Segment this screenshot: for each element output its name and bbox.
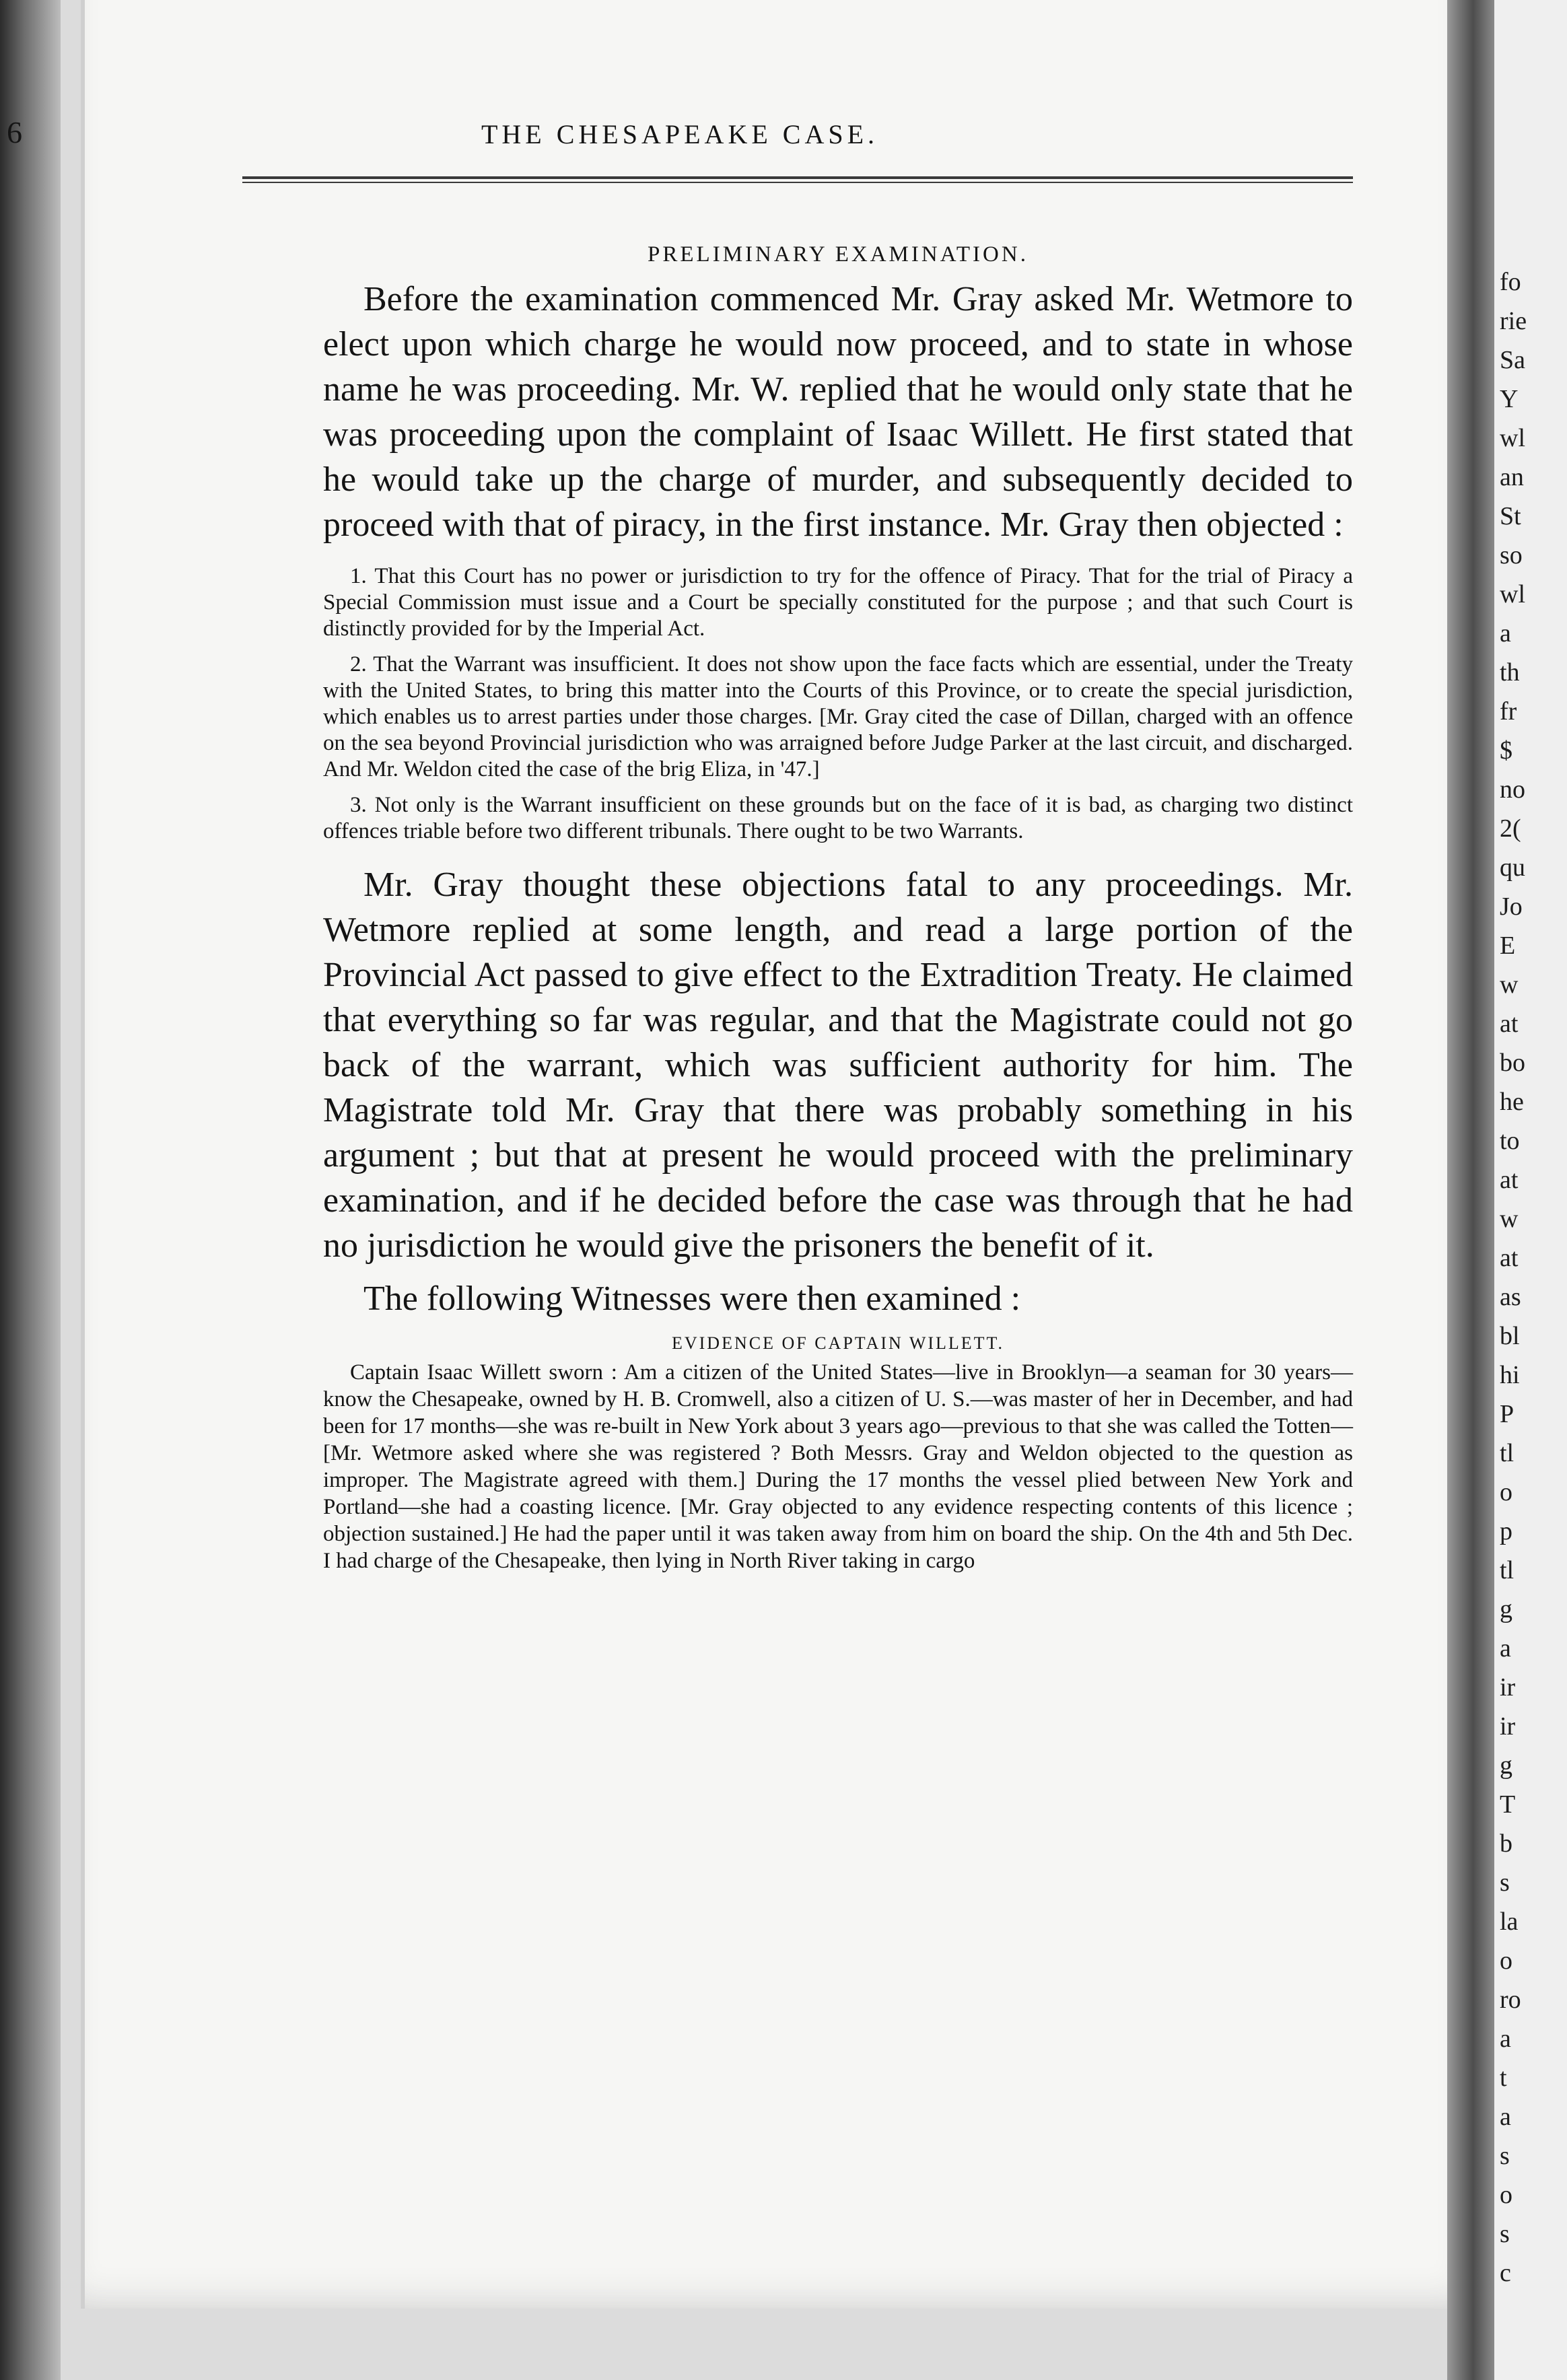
page-content [323, 242, 1353, 1574]
adjacent-text-fragment: s [1500, 2220, 1510, 2248]
adjacent-text-fragment: s [1500, 1868, 1510, 1897]
adjacent-text-fragment: o [1500, 1947, 1512, 1975]
adjacent-text-fragment: $ [1500, 736, 1512, 765]
adjacent-text-fragment: to [1500, 1127, 1520, 1155]
adjacent-page [1494, 0, 1567, 2380]
adjacent-text-fragment: bo [1500, 1049, 1525, 1077]
adjacent-text-fragment: Jo [1500, 893, 1523, 921]
adjacent-text-fragment: T [1500, 1790, 1516, 1819]
page-number: 6 [7, 115, 22, 149]
adjacent-text-fragment: a [1500, 619, 1511, 648]
adjacent-text-fragment: c [1500, 2259, 1511, 2287]
adjacent-text-fragment: Y [1500, 385, 1519, 413]
adjacent-text-fragment: t [1500, 2064, 1507, 2092]
adjacent-text-fragment: so [1500, 541, 1523, 569]
adjacent-text-fragment: a [1500, 2103, 1511, 2131]
adjacent-text-fragment: ro [1500, 1986, 1521, 2014]
adjacent-text-fragment: wl [1500, 580, 1525, 608]
objections-list [323, 563, 1353, 845]
adjacent-text-fragment: ir [1500, 1673, 1516, 1702]
adjacent-text-fragment: p [1500, 1517, 1512, 1545]
header-rule [242, 176, 1353, 183]
adjacent-text-fragment: at [1500, 1010, 1519, 1038]
adjacent-text-fragment: as [1500, 1283, 1521, 1311]
objection-item: 3. Not only is the Warrant insufficient on these grounds but on the face of it is bad, as charging two distinct offences triable before two different tribunals. There ought to be two Warrants. [323, 793, 1353, 843]
binding-edge [0, 0, 61, 2380]
objection-item: 1. That this Court has no power or jurisdiction to try for the offence of Piracy. That for the trial of Piracy a Special Commission must issue and a Court be specially constituted for the purpose ; and that such Court is distinctly provided for by the Imperial Act. [323, 564, 1353, 641]
adjacent-text-fragment: w [1500, 971, 1519, 999]
adjacent-text-fragment: g [1500, 1595, 1512, 1623]
running-head: THE CHESAPEAKE CASE. [481, 119, 879, 149]
adjacent-text-fragment: fo [1500, 268, 1521, 296]
adjacent-text-fragment: he [1500, 1088, 1524, 1116]
adjacent-text-fragment: Sa [1500, 346, 1525, 374]
adjacent-text-fragment: 2( [1500, 814, 1521, 843]
evidence-heading: EVIDENCE OF CAPTAIN WILLETT. [671, 1333, 1004, 1353]
adjacent-text-fragment: an [1500, 463, 1524, 491]
section-heading: PRELIMINARY EXAMINATION. [648, 242, 1029, 267]
adjacent-text-fragment: fr [1500, 697, 1517, 726]
response-paragraph: Mr. Gray thought these objections fatal to any proceedings. Mr. Wetmore replied at some length, and read a large portion of the Provincial Act passed to give effect to the Extradition Treaty. He claimed that everything so far was regular, and that the Magistrate could not go back of the warrant, which was sufficient authority for him. The Magistrate told Mr. Gray that there was probably something in his argument ; but that at present he would proceed with the preliminary examination, and if he decided before the case was through that he had no jurisdiction he would give the prisoners the benefit of it. [323, 866, 1353, 1265]
adjacent-text-fragment: a [1500, 1634, 1511, 1663]
adjacent-text-fragment: tl [1500, 1556, 1514, 1584]
adjacent-text-fragment: qu [1500, 853, 1525, 882]
adjacent-text-fragment: at [1500, 1166, 1519, 1194]
adjacent-text-fragment: bl [1500, 1322, 1520, 1350]
adjacent-text-fragment: w [1500, 1205, 1519, 1233]
adjacent-text-fragment: hi [1500, 1361, 1520, 1389]
evidence-paragraph: Captain Isaac Willett sworn : Am a citizen of the United States—live in Brooklyn—a seaman for 30 years—know the Chesapeake, owned by H. B. Cromwell, also a citizen of U. S.—was master of her in December, and had been for 17 months—she was re-built in New York about 3 years ago—previous to that she was called the Totten—[Mr. Wetmore asked where she was registered ? Both Messrs. Gray and Weldon objected to the question as improper. The Magistrate agreed with them.] During the 17 months the vessel plied between New York and Portland—she had a coasting licence. [Mr. Gray objected to any evidence respecting contents of this licence ; objection sustained.] He had the paper until it was taken away from him on board the ship. On the 4th and 5th Dec. I had charge of the Chesapeake, then lying in North River taking in cargo [323, 1360, 1353, 1573]
adjacent-text-fragment: la [1500, 1908, 1519, 1936]
adjacent-text-fragment: rie [1500, 307, 1527, 335]
intro-paragraph: Before the examination commenced Mr. Gray asked Mr. Wetmore to elect upon which charge he would now proceed, and to state in whose name he was proceeding. Mr. W. replied that he would only state that he was proceeding upon the complaint of Isaac Willett. He first stated that he would take up the charge of murder, and subsequently decided to proceed with that of piracy, in the first instance. Mr. Gray then objected : [323, 280, 1353, 544]
adjacent-text-fragment: P [1500, 1400, 1514, 1428]
adjacent-text-fragment: th [1500, 658, 1520, 687]
adjacent-text-fragment: at [1500, 1244, 1519, 1272]
adjacent-text-fragment: a [1500, 2025, 1511, 2053]
objection-item: 2. That the Warrant was insufficient. It does not show upon the face facts which are essential, under the Treaty with the United States, to bring this matter into the Courts of this Province, or to create the special jurisdiction, which enables us to arrest parties under those charges. [Mr. Gray cited the case of Dillan, charged with an offence on the sea beyond Provincial jurisdiction who was arraigned before Judge Parker at the last circuit, and discharged. And Mr. Weldon cited the case of the brig Eliza, in '47.] [323, 652, 1353, 781]
adjacent-text-fragment: s [1500, 2142, 1510, 2170]
adjacent-text-fragment: g [1500, 1751, 1512, 1780]
adjacent-text-fragment: tl [1500, 1439, 1514, 1467]
adjacent-text-fragment: E [1500, 932, 1516, 960]
adjacent-text-fragment: St [1500, 502, 1521, 530]
page-header [7, 114, 1373, 162]
binding-gutter [1447, 0, 1494, 2380]
adjacent-text-fragment: o [1500, 2181, 1512, 2209]
adjacent-text-fragment: wl [1500, 424, 1525, 452]
adjacent-text-fragment: b [1500, 1829, 1512, 1858]
witnesses-line: The following Witnesses were then examined : [363, 1280, 1021, 1318]
adjacent-text-fragment: ir [1500, 1712, 1516, 1741]
adjacent-text-fragment: no [1500, 775, 1525, 804]
adjacent-text-fragment: o [1500, 1478, 1512, 1506]
